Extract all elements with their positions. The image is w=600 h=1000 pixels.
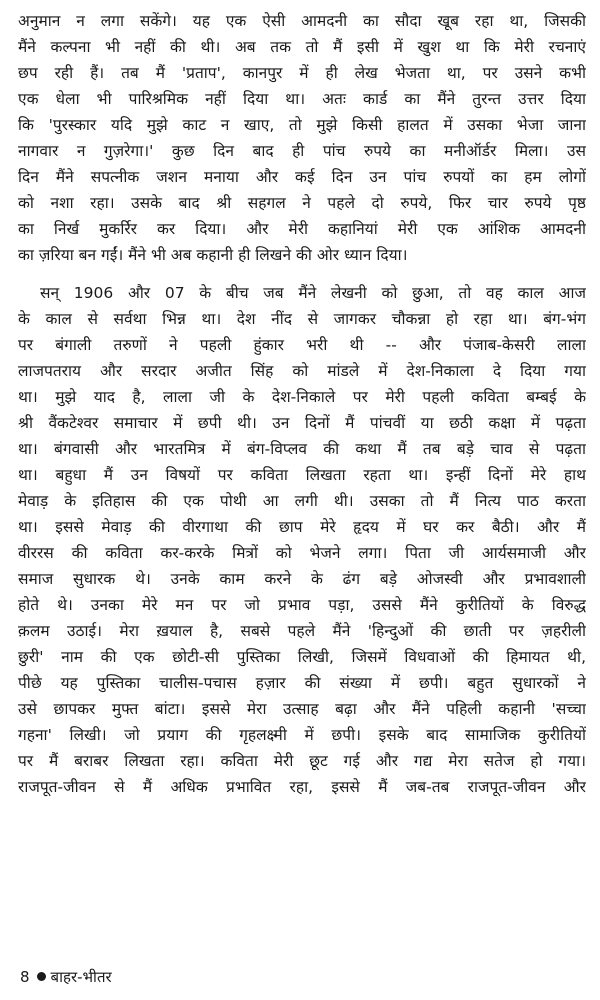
text-line: पर बंगाली तरुणों ने पहली हुंकार भरी थी -- और पंजाब-केसरी लाला (18, 336, 586, 354)
text-line: उसे छापकर मुफ्त बांटा। इससे मेरा उत्साह बढ़ा और मैंने पहिली कहानी 'सच्चा (18, 700, 586, 718)
text-line: गहना' लिखी। जो प्रयाग की गृहलक्ष्मी में छपी। इसके बाद सामाजिक कुरीतियों (18, 726, 586, 744)
text-line: को नशा रहा। उसके बाद श्री सहगल ने पहले दो रुपये, फिर चार रुपये पृष्ठ (18, 194, 586, 212)
text-line: राजपूत-जीवन से मैं अधिक प्रभावित रहा, इससे मैं जब-तब राजपूत-जीवन और (18, 778, 586, 796)
text-line: समाज सुधारक थे। उनके काम करने के ढंग बड़े ओजस्वी और प्रभावशाली (18, 570, 586, 588)
running-title: बाहर-भीतर (50, 968, 112, 986)
text-line: कि 'पुरस्कार यदि मुझे काट न खाए, तो मुझे किसी हालत में उसका भेजा जाना (18, 116, 586, 134)
text-line: छुरी' नाम की एक छोटी-सी पुस्तिका लिखी, जिसमें विधवाओं की हिमायत थी, (18, 648, 586, 666)
text-line: था। बंगवासी और भारतमित्र में बंग-विप्लव की कथा मैं तब बड़े चाव से पढ़ता (18, 440, 586, 458)
text-line: छप रही हैं। तब मैं 'प्रताप', कानपुर में ही लेख भेजता था, पर उसने कभी (18, 64, 586, 82)
text-line: का ज़रिया बन गईं। मैंने भी अब कहानी ही लिखने की ओर ध्यान दिया। (18, 246, 408, 264)
text-line: होते थे। उनका मेरे मन पर जो प्रभाव पड़ा, उससे मैंने कुरीतियों के विरुद्ध (18, 596, 586, 614)
text-line: का निर्ख मुकर्रिर कर दिया। और मेरी कहानियां मेरी एक आंशिक आमदनी (18, 220, 586, 238)
text-line: दिन मैंने सपत्नीक जशन मनाया और कई दिन उन पांच रुपयों का हम लोगों (18, 168, 586, 186)
text-line: मेवाड़ के इतिहास की एक पोथी आ लगी थी। उसका तो मैं नित्य पाठ करता (18, 492, 586, 510)
text-line: क़लम उठाई। मेरा ख़याल है, सबसे पहले मैंने 'हिन्दुओं की छाती पर ज़हरीली (18, 622, 586, 640)
text-line: अनुमान न लगा सकेंगे। यह एक ऐसी आमदनी का सौदा खूब रहा था, जिसकी (18, 12, 586, 30)
text-line: श्री वैंकटेश्वर समाचार में छपी थी। उन दिनों मैं पांचवीं या छठी कक्षा में पढ़ता (18, 414, 586, 432)
text-line: के काल से सर्वथा भिन्न था। देश नींद से जागकर चौकन्ना हो रहा था। बंग-भंग (18, 310, 586, 328)
text-line: एक धेला भी पारिश्रमिक नहीं दिया था। अतः कार्ड का मैंने तुरन्त उत्तर दिया (18, 90, 586, 108)
text-line: मैंने कल्पना भी नहीं की थी। अब तक तो मैं इसी में खुश था कि मेरी रचनाएं (18, 38, 586, 56)
bullet-icon (37, 972, 46, 981)
text-line: था। मुझे याद है, लाला जी के देश-निकाले पर मेरी पहली कविता बम्बई के (18, 388, 586, 406)
text-line: था। इससे मेवाड़ की वीरगाथा की छाप मेरे हृदय में घर कर बैठी। और मैं (18, 518, 586, 536)
text-line: पर मैं बराबर लिखता रहा। कविता मेरी छूट गई और गद्य मेरा सतेज हो गया। (18, 752, 586, 770)
page-footer (20, 966, 112, 988)
text-line: लाजपतराय और सरदार अजीत सिंह को मांडले में देश-निकाला दे दिया गया (18, 362, 586, 380)
page-number: 8 (20, 968, 30, 986)
text-line: पीछे यह पुस्तिका चालीस-पचास हज़ार की संख्या में छपी। बहुत सुधारकों ने (18, 674, 586, 692)
text-line: वीररस की कविता कर-करके मित्रों को भेजने लगा। पिता जी आर्यसमाजी और (18, 544, 586, 562)
text-line: नागवार न गुज़रेगा।' कुछ दिन बाद ही पांच रुपये का मनीऑर्डर मिला। उस (18, 142, 586, 160)
text-line: था। बहुधा मैं उन विषयों पर कविता लिखता रहता था। इन्हीं दिनों मेरे हाथ (18, 466, 586, 484)
text-line: सन् 1906 और 07 के बीच जब मैंने लेखनी को छुआ, तो वह काल आज (40, 284, 586, 302)
